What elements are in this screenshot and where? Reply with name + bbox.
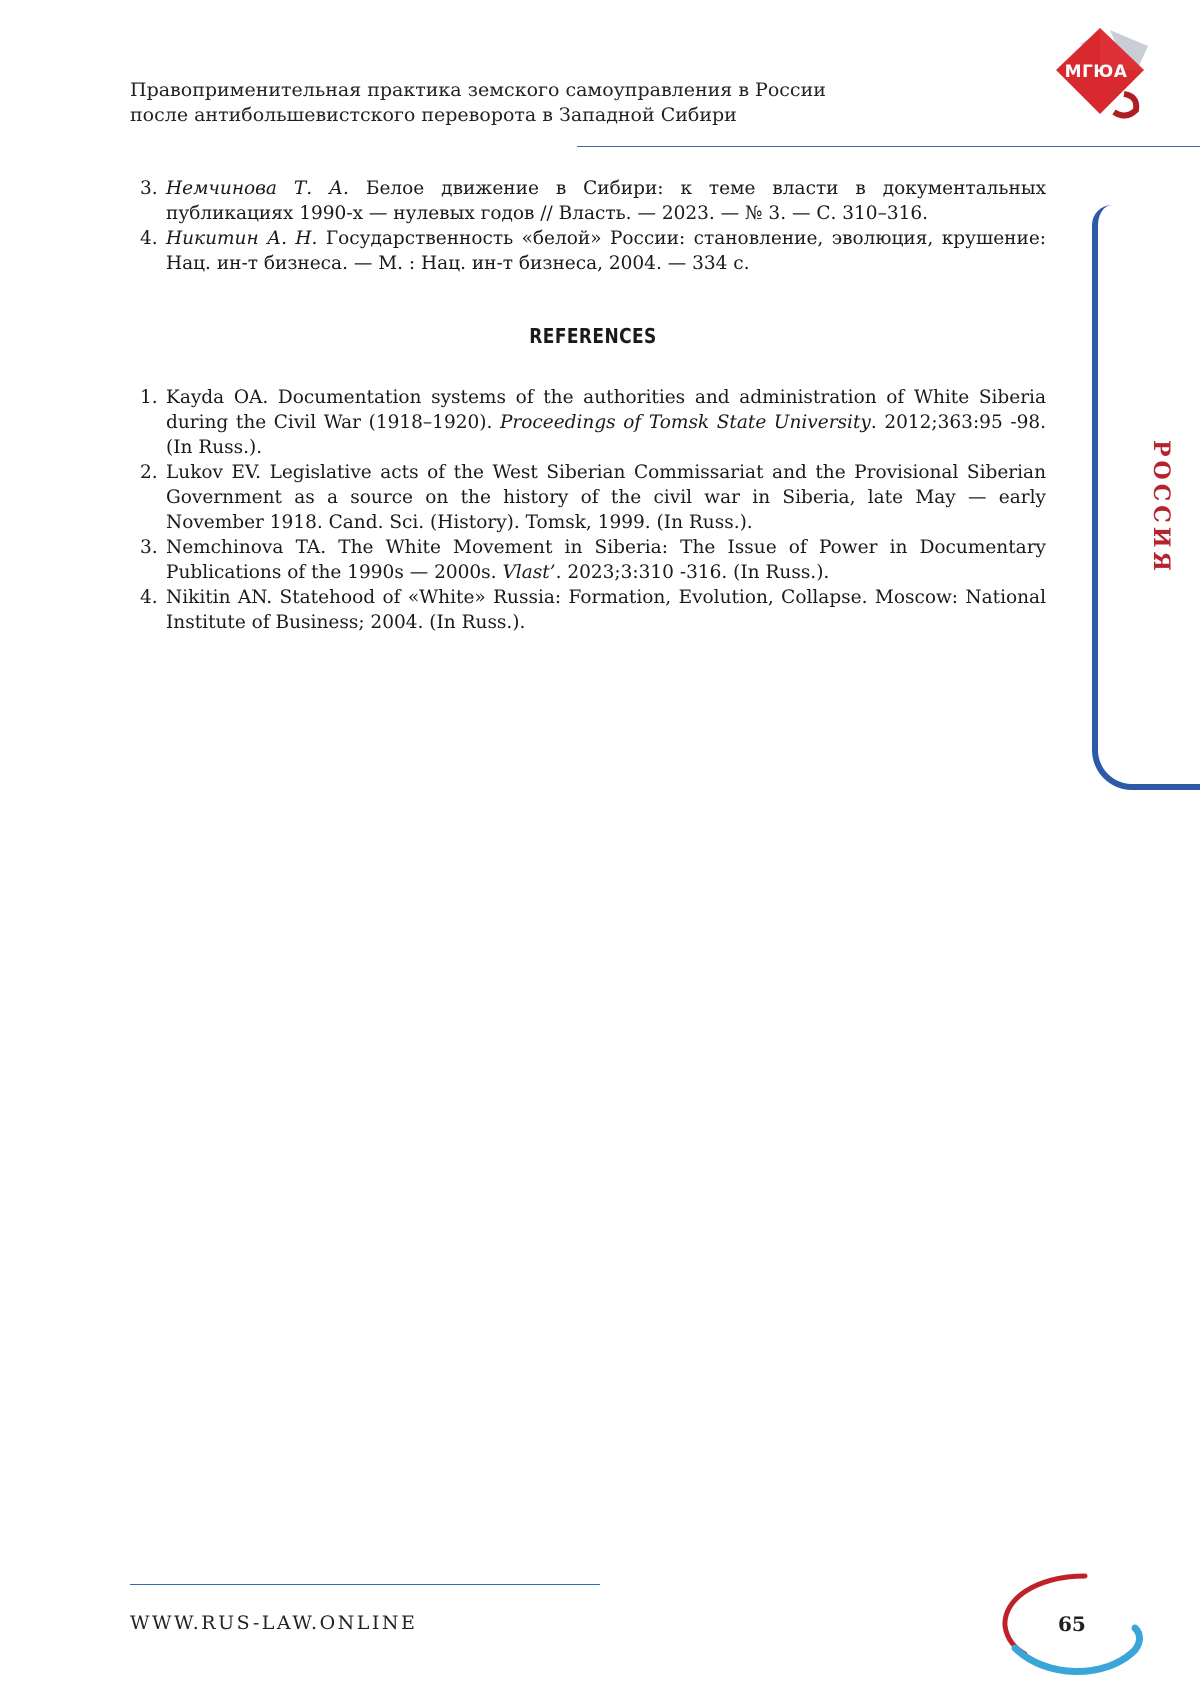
reference-text: Государственность «белой» России: становление, эволюция, крушение: Нац. ин-т бизнеса. — М. : Нац. ин-т бизнеса, 2004. — 334 с. xyxy=(166,228,1046,274)
list-item xyxy=(140,535,1046,585)
logo-text: МГЮА xyxy=(1064,62,1128,82)
references-heading: REFERENCES xyxy=(529,324,657,348)
reference-author: Никитин А. Н. xyxy=(166,228,318,249)
reference-number: 3. xyxy=(140,178,158,199)
reference-details: . 2012;363:95 -98. (In Russ.). xyxy=(166,412,1047,458)
running-header-line-1: Правоприменительная практика земского самоуправления в России xyxy=(130,79,826,101)
reference-text: Белое движение в Сибири: к теме власти в документальных публикациях 1990-х — нулевых годов // Власть. — 2023. — № 3. — С. 310–316. xyxy=(166,178,1046,224)
section-side-label: РОССИЯ xyxy=(1148,440,1174,575)
reference-number: 4. xyxy=(140,587,158,608)
reference-number: 2. xyxy=(140,462,158,483)
footer-rule xyxy=(130,1584,600,1585)
running-header-line-2: после антибольшевистского переворота в Западной Сибири xyxy=(130,104,737,126)
list-item xyxy=(140,176,1046,226)
reference-journal: Proceedings of Tomsk State University xyxy=(499,412,871,433)
reference-author: Немчинова Т. А. xyxy=(166,178,349,199)
list-item xyxy=(140,385,1046,460)
list-item xyxy=(140,585,1046,635)
reference-journal: Vlast’ xyxy=(502,562,556,583)
reference-details: . 2023;3:310 -316. (In Russ.). xyxy=(555,562,830,583)
list-item xyxy=(140,226,1046,276)
side-bracket xyxy=(1092,205,1200,790)
header-rule xyxy=(577,146,1200,147)
main-content xyxy=(140,176,1046,635)
reference-text: Kayda OA. Documentation systems of the authorities and administration of White Siberia during the Civil War (1918–1920). xyxy=(166,387,1046,433)
english-reference-list xyxy=(140,385,1046,635)
reference-number: 4. xyxy=(140,228,158,249)
running-header xyxy=(130,78,890,128)
russian-reference-list xyxy=(140,176,1046,276)
reference-number: 3. xyxy=(140,537,158,558)
reference-number: 1. xyxy=(140,387,158,408)
reference-text: Nikitin AN. Statehood of «White» Russia: Formation, Evolution, Collapse. Moscow: National Institute of Business; 2004. (In Russ.). xyxy=(166,587,1046,633)
website-link[interactable]: WWW.RUS-LAW.ONLINE xyxy=(130,1612,418,1634)
list-item xyxy=(140,460,1046,535)
reference-text: Nemchinova TA. The White Movement in Siberia: The Issue of Power in Documentary Publications of the 1990s — 2000s. xyxy=(166,537,1046,583)
page-number: 65 xyxy=(1058,1612,1086,1636)
reference-text: Lukov EV. Legislative acts of the West Siberian Commissariat and the Provisional Siberian Government as a source on the history of the civil war in Siberia, late May — early November 1918. Cand. Sci. (History). Tomsk, 1999. (In Russ.). xyxy=(166,462,1046,533)
